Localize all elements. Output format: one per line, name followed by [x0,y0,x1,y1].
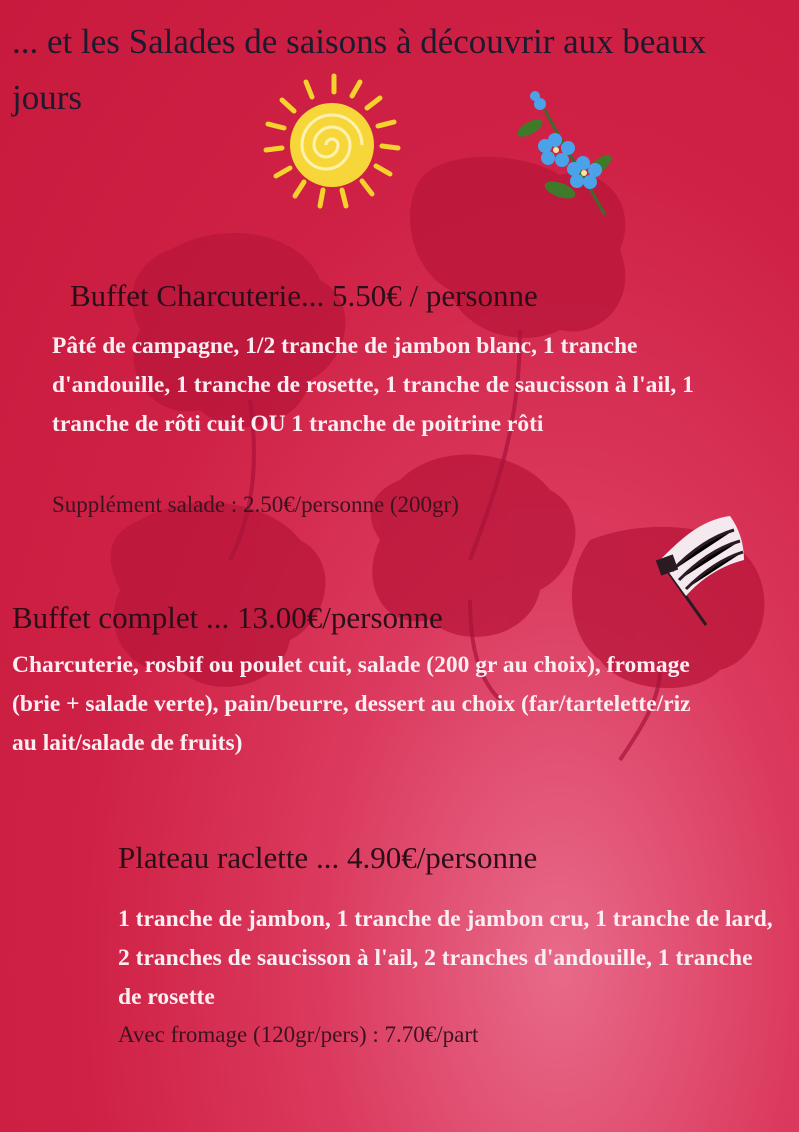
cheese-option-note: Avec fromage (120gr/pers) : 7.70€/part [118,1022,479,1047]
buffet-charcuterie-title: Buffet Charcuterie... 5.50€ / personne [70,278,538,313]
plateau-raclette-description: 1 tranche de jambon, 1 tranche de jambon cru, 1 tranche de lard, 2 tranches de saucisson à l'ail, 2 tranches d'andouille, 1 tranche de rosette [118,906,773,1010]
plateau-raclette-title: Plateau raclette ... 4.90€/personne [118,840,538,875]
buffet-charcuterie-description: Pâté de campagne, 1/2 tranche de jambon blanc, 1 tranche d'andouille, 1 tranche de rosette, 1 tranche de saucisson à l'ail, 1 tranche de rôti cuit OU 1 tranche de poitrine rôti [52,333,694,437]
salad-supplement-note: Supplément salade : 2.50€/personne (200gr) [52,492,459,517]
intro-heading: ... et les Salades de saisons à découvrir aux beaux jours [12,22,706,117]
buffet-complet-title: Buffet complet ... 13.00€/personne [12,600,443,635]
buffet-complet-description: Charcuterie, rosbif ou poulet cuit, salade (200 gr au choix), fromage (brie + salade verte), pain/beurre, dessert au choix (far/tartelette/riz au lait/salade de fruits) [12,652,691,756]
